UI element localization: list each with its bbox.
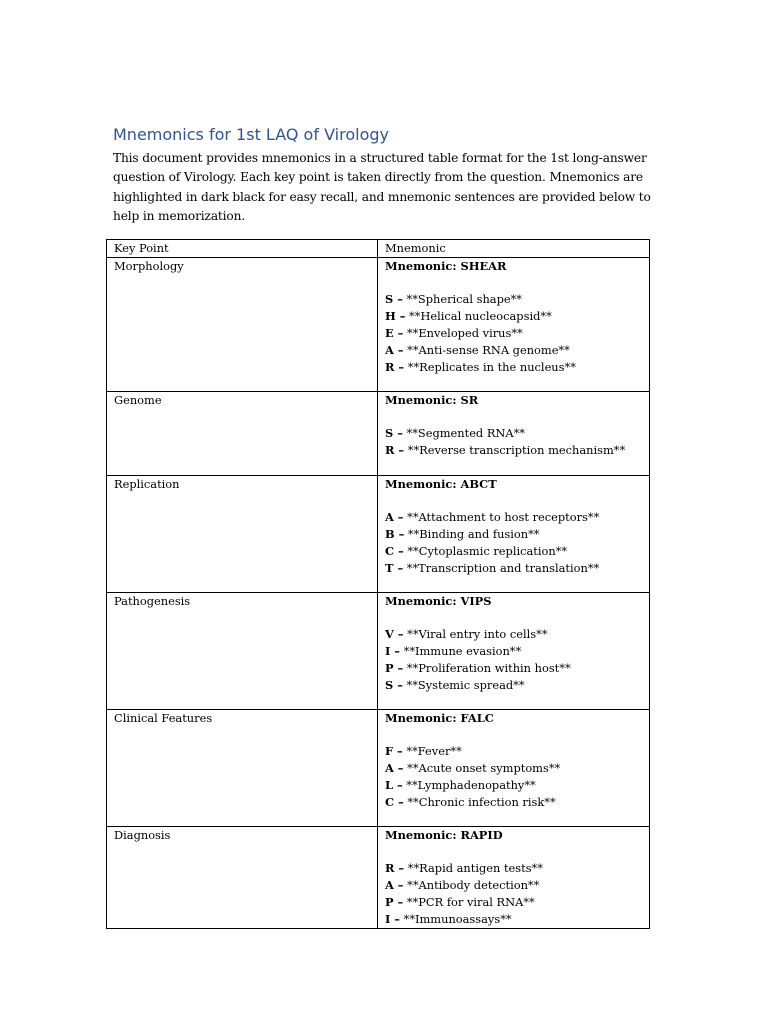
intro-line: This document provides mnemonics in a structured table format for the 1st long-answer xyxy=(113,151,647,165)
table-row xyxy=(107,592,650,709)
mnemonic-letter: L – xyxy=(385,777,403,792)
mnemonic-cell xyxy=(378,826,650,928)
mnemonic-text: **Proliferation within host** xyxy=(403,660,571,675)
mnemonic-text: **Lymphadenopathy** xyxy=(402,777,536,792)
mnemonic-item xyxy=(385,509,643,526)
mnemonic-text: **Spherical shape** xyxy=(402,292,522,307)
intro-paragraph xyxy=(113,149,651,226)
mnemonic-text: **Helical nucleocapsid** xyxy=(405,309,552,324)
mnemonic-text: **Fever** xyxy=(402,744,462,759)
mnemonic-text: **Binding and fusion** xyxy=(404,527,540,542)
mnemonic-item xyxy=(385,291,643,308)
key-point-cell: Morphology xyxy=(107,257,378,391)
mnemonic-item xyxy=(385,760,643,777)
table-row xyxy=(107,475,650,592)
mnemonic-letter: P – xyxy=(385,660,404,675)
mnemonic-letter: C – xyxy=(385,794,404,809)
key-point-cell: Replication xyxy=(107,475,378,592)
mnemonic-letter: T – xyxy=(385,560,404,575)
mnemonic-text: **Systemic spread** xyxy=(402,677,525,692)
mnemonic-item xyxy=(385,543,643,560)
mnemonic-item xyxy=(385,794,643,811)
mnemonic-letter: A – xyxy=(385,761,404,776)
mnemonic-text: **Transcription and translation** xyxy=(403,560,600,575)
table-row xyxy=(107,257,650,391)
mnemonic-letter: I – xyxy=(385,644,400,659)
mnemonic-letter: B – xyxy=(385,527,405,542)
mnemonic-heading: Mnemonic: SHEAR xyxy=(385,258,507,273)
mnemonic-item xyxy=(385,526,643,543)
mnemonic-letter: E – xyxy=(385,325,404,340)
mnemonic-letter: S – xyxy=(385,426,403,441)
mnemonic-text: **Attachment to host receptors** xyxy=(403,510,600,525)
mnemonic-letter: R – xyxy=(385,861,405,876)
spacer xyxy=(385,275,643,292)
spacer xyxy=(385,409,643,426)
mnemonic-text: **Enveloped virus** xyxy=(403,325,523,340)
mnemonic-item xyxy=(385,308,643,325)
mnemonic-letter: P – xyxy=(385,894,404,909)
mnemonic-item xyxy=(385,342,643,359)
mnemonic-text: **PCR for viral RNA** xyxy=(403,894,535,909)
mnemonic-item xyxy=(385,911,643,928)
mnemonic-text: **Acute onset symptoms** xyxy=(403,761,561,776)
mnemonic-heading: Mnemonic: RAPID xyxy=(385,827,503,842)
mnemonic-cell xyxy=(378,709,650,826)
mnemonic-cell xyxy=(378,391,650,475)
intro-line: help in memorization. xyxy=(113,208,246,223)
mnemonic-letter: A – xyxy=(385,342,404,357)
mnemonic-letter: R – xyxy=(385,443,405,458)
table-row xyxy=(107,391,650,475)
mnemonic-letter: S – xyxy=(385,292,403,307)
mnemonic-item xyxy=(385,677,643,694)
spacer xyxy=(385,727,643,744)
mnemonic-item xyxy=(385,560,643,577)
mnemonic-item xyxy=(385,660,643,677)
spacer xyxy=(385,493,643,510)
table-row xyxy=(107,826,650,928)
header-mnemonic: Mnemonic xyxy=(378,240,650,258)
table-header-row xyxy=(107,240,650,258)
mnemonic-text: **Reverse transcription mechanism** xyxy=(404,443,626,458)
mnemonic-letter: A – xyxy=(385,878,404,893)
mnemonic-text: **Chronic infection risk** xyxy=(403,794,556,809)
mnemonic-letter: S – xyxy=(385,677,403,692)
intro-line: highlighted in dark black for easy recall, and mnemonic sentences are provided below to xyxy=(113,189,651,204)
mnemonic-cell xyxy=(378,592,650,709)
mnemonic-text: **Segmented RNA** xyxy=(402,426,526,441)
mnemonic-letter: R – xyxy=(385,359,405,374)
table-row xyxy=(107,709,650,826)
key-point-cell: Diagnosis xyxy=(107,826,378,928)
mnemonic-item xyxy=(385,626,643,643)
intro-line: question of Virology. Each key point is taken directly from the question. Mnemonics are xyxy=(113,170,643,185)
mnemonic-letter: C – xyxy=(385,543,404,558)
document-title: Mnemonics for 1st LAQ of Virology xyxy=(113,125,389,144)
mnemonics-table xyxy=(106,239,650,929)
mnemonic-item xyxy=(385,425,643,442)
mnemonic-cell xyxy=(378,257,650,391)
mnemonic-text: **Viral entry into cells** xyxy=(403,627,548,642)
mnemonic-text: **Rapid antigen tests** xyxy=(404,861,543,876)
mnemonic-text: **Anti-sense RNA genome** xyxy=(403,342,570,357)
mnemonic-item xyxy=(385,777,643,794)
spacer xyxy=(385,610,643,627)
key-point-cell: Genome xyxy=(107,391,378,475)
mnemonic-heading: Mnemonic: VIPS xyxy=(385,593,492,608)
mnemonic-item xyxy=(385,860,643,877)
mnemonic-item xyxy=(385,894,643,911)
mnemonic-heading: Mnemonic: FALC xyxy=(385,710,494,725)
key-point-cell: Pathogenesis xyxy=(107,592,378,709)
mnemonic-item xyxy=(385,359,643,376)
spacer xyxy=(385,844,643,861)
mnemonic-item xyxy=(385,643,643,660)
mnemonic-letter: A – xyxy=(385,510,404,525)
header-key-point: Key Point xyxy=(107,240,378,258)
mnemonic-letter: H – xyxy=(385,309,406,324)
mnemonic-letter: F – xyxy=(385,744,403,759)
mnemonic-item xyxy=(385,325,643,342)
mnemonic-text: **Immunoassays** xyxy=(400,911,512,926)
mnemonic-letter: V – xyxy=(385,627,404,642)
mnemonic-text: **Replicates in the nucleus** xyxy=(404,359,576,374)
mnemonic-text: **Immune evasion** xyxy=(400,644,522,659)
mnemonic-heading: Mnemonic: ABCT xyxy=(385,476,497,491)
mnemonic-cell xyxy=(378,475,650,592)
mnemonic-item xyxy=(385,743,643,760)
mnemonic-item xyxy=(385,442,643,459)
mnemonic-item xyxy=(385,877,643,894)
mnemonic-letter: I – xyxy=(385,911,400,926)
key-point-cell: Clinical Features xyxy=(107,709,378,826)
mnemonic-heading: Mnemonic: SR xyxy=(385,392,479,407)
mnemonic-text: **Cytoplasmic replication** xyxy=(403,543,568,558)
mnemonic-text: **Antibody detection** xyxy=(403,878,540,893)
